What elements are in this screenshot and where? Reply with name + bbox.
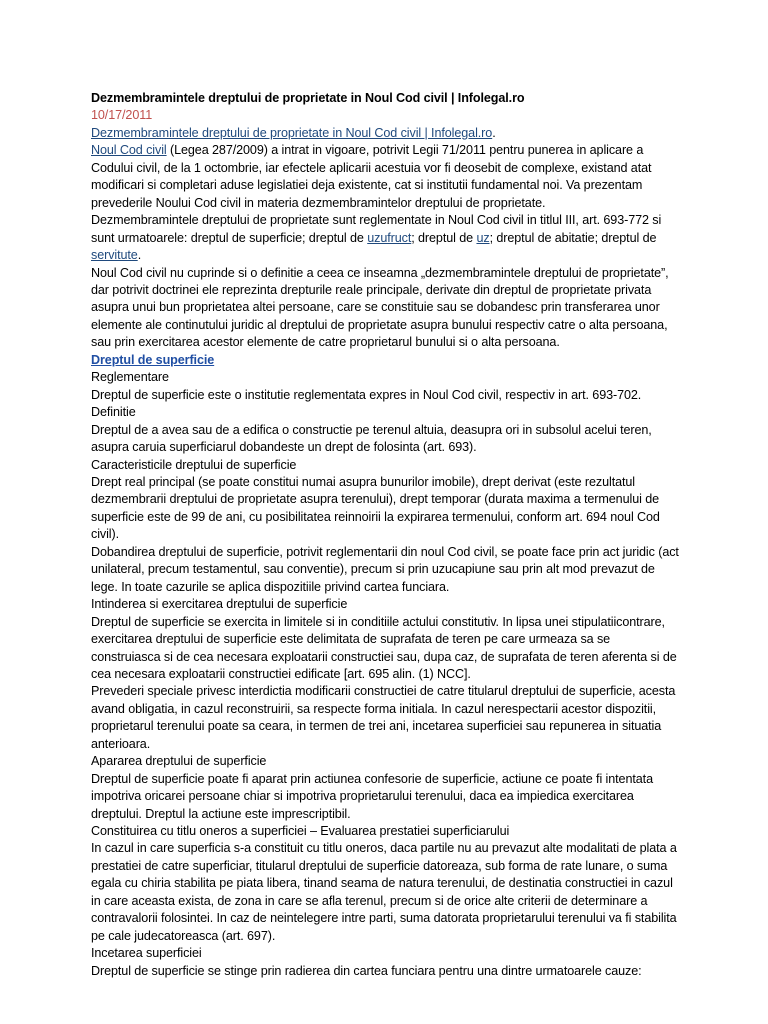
paragraph-dobandire: Dobandirea dreptului de superficie, potrivit reglementarii din noul Cod civil, se poate face prin act juridic (act unilateral, precum testamentul, sau conventie), precum si prin uzucapiune sau prin alt mod prevazut de lege. In toate cazurile se aplica dispozitiile privind cartea funciara. bbox=[91, 544, 679, 594]
source-line bbox=[91, 125, 681, 142]
subheading-caracteristici: Caracteristicile dreptului de superficie bbox=[91, 457, 297, 472]
section-heading-line bbox=[91, 352, 681, 369]
subheading-reglementare: Reglementare bbox=[91, 370, 169, 385]
subheading-apararea: Apararea dreptului de superficie bbox=[91, 754, 267, 769]
uz-link[interactable]: uz bbox=[476, 230, 490, 245]
document-body bbox=[91, 90, 681, 980]
subheading-definitie: Definitie bbox=[91, 405, 136, 420]
subheading-intinderea: Intinderea si exercitarea dreptului de superficie bbox=[91, 597, 348, 612]
paragraph-reglementare: Dreptul de superficie este o institutie reglementata expres in Noul Cod civil, respectiv in art. 693-702. bbox=[91, 387, 642, 402]
definition-paragraph: Noul Cod civil nu cuprinde si o definitie a ceea ce inseamna „dezmembramintele dreptului de proprietate”, dar potrivit doctrinei ele reprezinta drepturile reale principale, derivate din dreptul de proprietate privata asupra unui bun proprietatea altei persoane, care se constituie sau se dobandesc prin transferarea unor elemente ale continutului juridic al dreptului de proprietate asupra bunului respectiv catre o alta persoana, sau prin exercitarea acestor elemente de catre proprietarul bunului si o alta persoana. bbox=[91, 265, 669, 350]
paragraph-intinderea: Dreptul de superficie se exercita in limitele si in conditiile actului constitutiv. In lipsa unei stipulatiicontrare, exercitarea dreptului de superficie este delimitata de suprafata de teren pe care urmeaza sa se construiasca si de cea necesara exploatarii constructiei sau, dupa caz, de suprafata de teren aferenta si de cea necesara exploatarii constructiei edificate [art. 695 alin. (1) NCC]. bbox=[91, 614, 677, 681]
intro-text: (Legea 287/2009) a intrat in vigoare, potrivit Legii 71/2011 pentru punerea in aplicare a Codului civil, de la 1 octombrie, iar efectele aplicarii acestuia vor fi deosebit de complexe, existand atat modificari si completari aduse legislatiei deja existente, cat si institutii fundamental noi. Va prezentam prevederile Noului Cod civil in materia dezmembramintelor dreptului de proprietate. bbox=[91, 143, 652, 210]
paragraph-prevederi: Prevederi speciale privesc interdictia modificarii constructiei de catre titularul dreptului de superficie, acesta avand obligatia, in cazul reconstruirii, sa respecte forma initiala. In cazul nerespectarii acestor dispozitii, proprietarul terenului poate sa ceara, in termen de trei ani, incetarea superficiei sau repunerea in situatia anterioara. bbox=[91, 684, 676, 751]
section-link-superficie[interactable]: Dreptul de superficie bbox=[91, 352, 215, 367]
document-title: Dezmembramintele dreptului de proprietate in Noul Cod civil | Infolegal.ro bbox=[91, 91, 525, 105]
paragraph-apararea: Dreptul de superficie poate fi aparat prin actiunea confesorie de superficie, actiune ce poate fi intentata impotriva oricarei persoane chiar si impotriva proprietarului terenului, daca ea impiedica exercitarea dreptului. Dreptul la actiune este imprescriptibil. bbox=[91, 771, 653, 821]
list-text-3: ; dreptul de abitatie; dreptul de bbox=[489, 230, 657, 245]
paragraph-caracteristici: Drept real principal (se poate constitui numai asupra bunurilor imobile), drept derivat (este rezultatul dezmembrarii dreptului de proprietate asupra terenului), drept temporar (durata maxima a termenului de superficie este de 99 de ani, cu posibilitatea reinnoirii la expirarea termenului, conform art. 694 noul Cod civil). bbox=[91, 474, 660, 542]
document-date: 10/17/2011 bbox=[91, 108, 153, 123]
paragraph-constituirea: In cazul in care superficia s-a constituit cu titlu oneros, daca partile nu au prevazut alte modalitati de plata a prestatiei de catre superficiar, titularul dreptului de superficie datoreaza, sub forma de rate lunare, o suma egala cu chiria stabilita pe piata libera, tinand seama de natura terenului, de destinatia constructiei in cazul in care aceasta exista, de zona in care se afla terenul, precum si de orice alte criterii de determinare a contravalorii folosintei. In caz de neintelegere intre parti, suma datorata proprietarului terenului va fi stabilita pe cale judecatoreasca (art. 697). bbox=[91, 841, 677, 943]
subheading-incetarea: Incetarea superficiei bbox=[91, 946, 202, 961]
noul-cod-civil-link[interactable]: Noul Cod civil bbox=[91, 143, 167, 158]
paragraph-incetarea: Dreptul de superficie se stinge prin radierea din cartea funciara pentru una dintre urmatoarele cauze: bbox=[91, 963, 642, 978]
list-paragraph bbox=[91, 212, 681, 264]
intro-paragraph bbox=[91, 142, 681, 212]
source-dot: . bbox=[492, 125, 496, 140]
source-link[interactable]: Dezmembramintele dreptului de proprietate in Noul Cod civil | Infolegal.ro bbox=[91, 125, 493, 140]
servitute-link[interactable]: servitute bbox=[91, 248, 138, 263]
list-text-2: ; dreptul de bbox=[411, 230, 477, 245]
subheading-constituirea: Constituirea cu titlu oneros a superficiei – Evaluarea prestatiei superficiarului bbox=[91, 824, 510, 839]
list-text-4: . bbox=[137, 248, 142, 263]
list-text-1: Dezmembramintele dreptului de proprietate sunt reglementate in Noul Cod civil in titlul III, art. 693-772 si sunt urmatoarele: dreptul de superficie; dreptul de bbox=[91, 213, 662, 245]
paragraph-definitie: Dreptul de a avea sau de a edifica o constructie pe terenul altuia, deasupra ori in subsolul acelui teren, asupra caruia superficiarul dobandeste un drept de folosinta (art. 693). bbox=[91, 422, 652, 455]
uzufruct-link[interactable]: uzufruct bbox=[367, 230, 412, 245]
